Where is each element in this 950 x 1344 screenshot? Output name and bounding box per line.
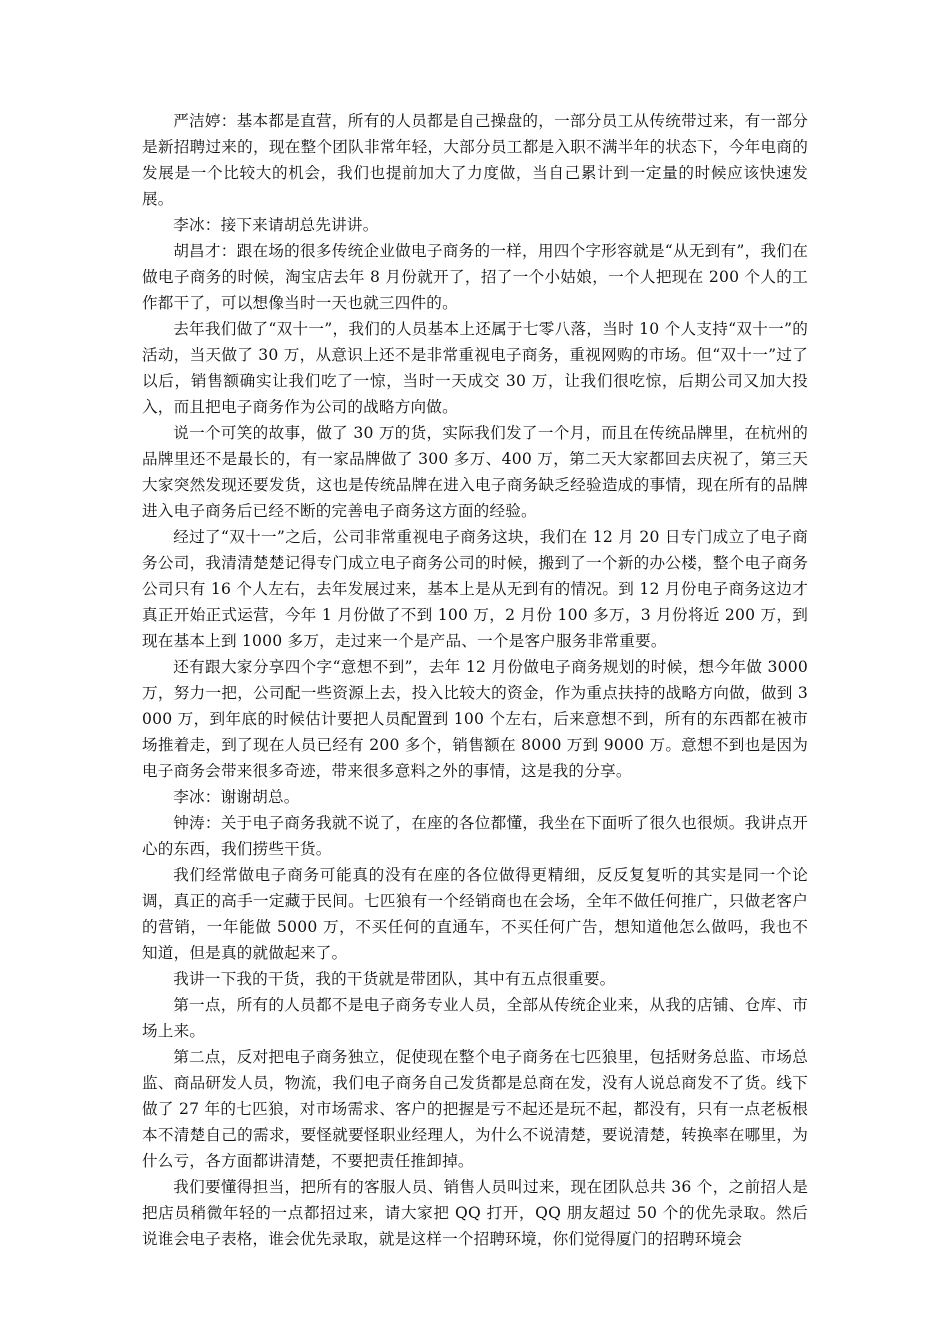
paragraph-10: 我们经常做电子商务可能真的没有在座的各位做得更精细，反反复复听的其实是同一个论调，真正的高手一定藏于民间。七匹狼有一个经销商也在会场，全年不做任何推广，只做老客户的营销，一年能做 5000 万，不买任何的直通车，不买任何广告，想知道他怎么做吗，我也不知道，但是真的就做起来了。 [142, 866, 808, 962]
paragraph-14: 我们要懂得担当，把所有的客服人员、销售人员叫过来，现在团队总共 36 个，之前招人是把店员稍微年轻的一点都招过来，请大家把 QQ 打开，QQ 朋友超过 50 个的优先录取。然后说谁会电子表格，谁会优先录取，就是这样一个招聘环境，你们觉得厦门的招聘环境会 [142, 1178, 808, 1248]
paragraph-6: 经过了“双十一”之后，公司非常重视电子商务这块，我们在 12 月 20 日专门成立了电子商务公司，我清清楚楚记得专门成立电子商务公司的时候，搬到了一个新的办公楼，整个电子商务公司只有 16 个人左右，去年发展过来，基本上是从无到有的情况。到 12 月份电子商务这边才真正开始正式运营，今年 1 月份做了不到 100 万，2 月份 100 多万，3 月份将近 200 万，到现在基本上到 1000 多万，走过来一个是产品、一个是客户服务非常重要。 [142, 528, 808, 650]
paragraph-2: 李冰：接下来请胡总先讲讲。 [173, 216, 379, 234]
paragraph-5: 说一个可笑的故事，做了 30 万的货，实际我们发了一个月，而且在传统品牌里，在杭州的品牌里还不是最长的，有一家品牌做了 300 多万、400 万，第二天大家都回去庆祝了，第三天大家突然发现还要发货，这也是传统品牌在进入电子商务缺乏经验造成的事情，现在所有的品牌进入电子商务后已经不断的完善电子商务这方面的经验。 [142, 424, 808, 520]
document-body [142, 108, 808, 1252]
paragraph-1: 严洁婷：基本都是直营，所有的人员都是自己操盘的，一部分员工从传统带过来，有一部分是新招聘过来的，现在整个团队非常年轻，大部分员工都是入职不满半年的状态下，今年电商的发展是一个比较大的机会，我们也提前加大了力度做，当自己累计到一定量的时候应该快速发展。 [142, 112, 808, 208]
paragraph-7: 还有跟大家分享四个字“意想不到”，去年 12 月份做电子商务规划的时候，想今年做 3000 万，努力一把，公司配一些资源上去，投入比较大的资金，作为重点扶持的战略方向做，做到 3000 万，到年底的时候估计要把人员配置到 100 个左右，后来意想不到，所有的东西都在被市场推着走，到了现在人员已经有 200 多个，销售额在 8000 万到 9000 万。意想不到也是因为电子商务会带来很多奇迹，带来很多意料之外的事情，这是我的分享。 [142, 658, 808, 780]
paragraph-3: 胡昌才：跟在场的很多传统企业做电子商务的一样，用四个字形容就是“从无到有”，我们在做电子商务的时候，淘宝店去年 8 月份就开了，招了一个小姑娘，一个人把现在 200 个人的工作都干了，可以想像当时一天也就三四件的。 [142, 242, 808, 312]
paragraph-11: 我讲一下我的干货，我的干货就是带团队，其中有五点很重要。 [173, 970, 616, 988]
paragraph-12: 第一点，所有的人员都不是电子商务专业人员，全部从传统企业来，从我的店铺、仓库、市场上来。 [142, 996, 808, 1040]
paragraph-9: 钟涛：关于电子商务我就不说了，在座的各位都懂，我坐在下面听了很久也很烦。我讲点开心的东西，我们捞些干货。 [142, 814, 808, 858]
paragraph-8: 李冰：谢谢胡总。 [173, 788, 300, 806]
paragraph-13: 第二点，反对把电子商务独立，促使现在整个电子商务在七匹狼里，包括财务总监、市场总监、商品研发人员，物流，我们电子商务自己发货都是总商在发，没有人说总商发不了货。线下做了 27 年的七匹狼，对市场需求、客户的把握是亏不起还是玩不起，都没有，只有一点老板根本不清楚自己的需求，要怪就要怪职业经理人，为什么不说清楚，要说清楚，转换率在哪里，为什么亏，各方面都讲清楚，不要把责任推卸掉。 [142, 1048, 808, 1170]
paragraph-4: 去年我们做了“双十一”，我们的人员基本上还属于七零八落，当时 10 个人支持“双十一”的活动，当天做了 30 万，从意识上还不是非常重视电子商务，重视网购的市场。但“双十一”过了以后，销售额确实让我们吃了一惊，当时一天成交 30 万，让我们很吃惊，后期公司又加大投入，而且把电子商务作为公司的战略方向做。 [142, 320, 808, 416]
